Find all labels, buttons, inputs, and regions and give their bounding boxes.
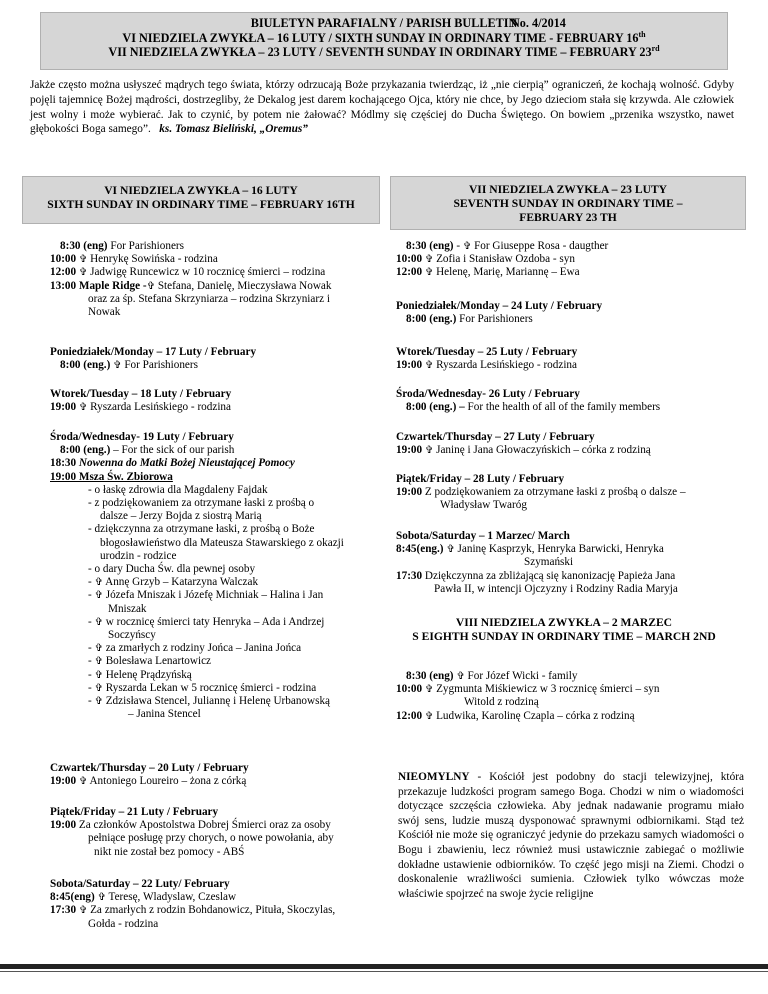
mass-entry: 8:00 (eng.) For Parishioners	[406, 313, 533, 326]
intention-item: - o łaskę zdrowia dla Magdaleny Fajdak	[88, 483, 268, 496]
cross-icon: ✞	[424, 710, 434, 722]
day-heading: Poniedziałek/Monday – 17 Luty / February	[50, 346, 257, 358]
intention-item: - ✞ Zdzisława Stencel, Juliannę i Helenę Urbanowską	[88, 695, 331, 708]
intention-item: - ✞ za zmarłych z rodziny Jońca – Janina Jońca	[88, 642, 302, 655]
intention-item: - ✞ w rocznicę śmierci taty Henryka – Ada i Andrzej	[88, 615, 325, 628]
mass-entry: 8:00 (eng.) ✞ For Parishioners	[60, 359, 198, 372]
header-line-1	[41, 16, 727, 31]
cross-icon: ✞	[424, 267, 434, 279]
cross-icon: ✞	[424, 684, 434, 696]
mass-entry: 8:30 (eng) ✞ For Józef Wicki - family	[406, 670, 578, 682]
mass-entry-cont: Władysław Twaróg	[440, 499, 527, 512]
intention-item: urodzin - rodzice	[100, 549, 177, 562]
mass-entry: 18:30 Nowenna do Matki Bożej Nieustającej Pomocy	[50, 457, 295, 470]
day-heading: Piątek/Friday – 28 Luty / February	[396, 473, 565, 485]
day-heading: Czwartek/Thursday – 20 Luty / February	[50, 762, 249, 774]
left-monday	[50, 346, 380, 372]
mass-entry-cont: pełniące posługę przy chorych, o nowe powołania, aby	[88, 832, 334, 845]
intro-paragraph	[30, 78, 734, 137]
intro-signature: ks. Tomasz Bieliński, „Oremus”	[159, 123, 308, 136]
cross-icon: ✞	[446, 544, 455, 556]
mass-entry-cont: nikt nie został bez pomocy - ABŚ	[94, 845, 245, 858]
day-heading: Czwartek/Thursday – 27 Luty / February	[396, 431, 595, 443]
right-monday	[396, 300, 746, 326]
right-saturday	[396, 530, 746, 596]
left-thursday	[50, 762, 380, 788]
mass-entry: 19:00 Za członków Apostolstwa Dobrej Śmierci oraz za osoby	[50, 819, 331, 832]
mass-entry-cont: oraz za śp. Stefana Skrzyniarza – rodzina Skrzyniarz i	[88, 292, 330, 305]
cross-icon: ✞	[94, 696, 103, 708]
mass-entry: 19:00 ✞ Ryszarda Lesińskiego - rodzina	[50, 401, 231, 414]
collective-mass-heading: 19:00 Msza Św. Zbiorowa	[50, 470, 173, 483]
bottom-rule	[0, 964, 768, 969]
mass-entry: 12:00 ✞ Jadwigę Runcewicz w 10 rocznicę śmierci – rodzina	[50, 266, 326, 279]
essay-paragraph	[398, 770, 744, 901]
mass-entry: 8:30 (eng) - ✞ For Giuseppe Rosa - daugther	[406, 240, 609, 252]
essay-title: NIEOMYLNY	[398, 771, 470, 783]
mass-entry: 17:30 ✞ Za zmarłych z rodzin Bohdanowicz, Pituła, Skoczylas,	[50, 904, 336, 917]
mass-entry-cont: Nowak	[88, 306, 121, 319]
mass-entry: 13:00 Maple Ridge -✞ Stefana, Danielę, Mieczysława Nowak	[50, 279, 332, 292]
cross-icon: ✞	[94, 669, 103, 681]
header-line-2: VI NIEDZIELA ZWYKŁA – 16 LUTY / SIXTH SUNDAY IN ORDINARY TIME - FEBRUARY 16th	[122, 29, 646, 45]
intention-item: błogosławieństwo dla Mateusza Stawarskiego z okazji	[100, 536, 344, 549]
day-heading: Poniedziałek/Monday – 24 Luty / February	[396, 300, 603, 312]
mass-entry: 8:45(eng.) ✞ Janinę Kasprzyk, Henryka Barwicki, Henryka	[396, 543, 664, 556]
day-heading: Sobota/Saturday – 22 Luty/ February	[50, 878, 230, 890]
cross-icon: ✞	[78, 254, 88, 266]
cross-icon: ✞	[78, 905, 88, 917]
left-saturday	[50, 878, 380, 931]
cross-icon: ✞	[113, 360, 122, 372]
intention-item-cont: – Janina Stencel	[128, 708, 201, 721]
right-column-heading: VII NIEDZIELA ZWYKŁA – 23 LUTY SEVENTH SUNDAY IN ORDINARY TIME – FEBRUARY 23 TH	[390, 176, 746, 230]
mass-entry: 19:00 Z podziękowaniem za otrzymane łaski z prośbą o dalsze –	[396, 486, 686, 499]
cross-icon: ✞	[424, 445, 434, 457]
intention-item: - ✞ Annę Grzyb – Katarzyna Walczak	[88, 576, 259, 589]
mass-entry: 19:00 ✞ Ryszarda Lesińskiego - rodzina	[396, 359, 577, 372]
mass-entry: 17:30 Dziękczynna za zbliżającą się kanonizację Papieża Jana	[396, 569, 676, 582]
mass-entry: 12:00 ✞ Ludwika, Karolinę Czapla – córka z rodziną	[396, 709, 635, 722]
cross-icon: ✞	[424, 360, 434, 372]
intention-item: - ✞ Bolesława Lenartowicz	[88, 655, 212, 668]
cross-icon: ✞	[424, 254, 434, 266]
cross-icon: ✞	[94, 643, 103, 655]
cross-icon: ✞	[146, 280, 156, 292]
cross-icon: ✞	[456, 671, 465, 682]
intention-item: - ✞ Ryszarda Lekan w 5 rocznicę śmierci - rodzina	[88, 681, 317, 694]
mass-entry: 8:30 (eng) For Parishioners	[60, 240, 184, 252]
left-tuesday	[50, 388, 380, 414]
left-sunday-masses	[50, 240, 380, 319]
right-friday	[396, 473, 746, 513]
intention-item-cont: Mniszak	[108, 602, 147, 615]
intro-text: Jakże często można usłyszeć mądrych tego świata, którzy odrzucają Boże przykazania twierdząc, iż „nie cierpią” ograniczeń, że kochają wolność. Gdyby pojęli tajemnicę Bożej mądrości, dostrzegliby, że Dekalog jest darem kochającego Ojca, który nie chce, by Jego dzieciom stała się krzywda. Ale człowiek jest wolny i może wybierać. Jak to czynić, by potem nie żałować? Módlmy się częściej do Ducha Świętego. On bowiem „przenika wszystko, nawet głębokości Boga samego”.	[30, 79, 734, 136]
essay-text: - Kościół jest podobny do stacji telewizyjnej, która przekazuje ludzkości program samego Boga. Chodzi w nim o wiadomości dotyczące szczęścia człowieka. Aby jednak nadawanie programu miało swój sens, ludzie muszą dysponować sprawnymi odbiornikami. Stąd też Kościół nie może się ograniczyć jedynie do przekazu samych wiadomości o Bogu i zbawieniu, lecz również musi ustawicznie zabiegać o możliwie dokładne ustawienie odbiorników. To część jego misji na Ziemi. Chodzi o doskonalenie wrażliwości sumienia. Człowiek tylko wówczas może właściwie spojrzeć na swoje życie religijne	[398, 771, 744, 900]
cross-icon: ✞	[462, 241, 472, 252]
day-heading: Środa/Wednesday- 26 Luty / February	[396, 388, 580, 400]
mass-entry: 10:00 ✞ Henrykę Sowińska - rodzina	[50, 253, 218, 266]
intention-item: dalsze – Jerzy Bojda z siostrą Marią	[100, 510, 262, 523]
left-wednesday	[50, 431, 380, 721]
mass-entry: 8:45(eng) ✞ Teresę, Wladyslaw, Czeslaw	[50, 891, 237, 904]
cross-icon: ✞	[94, 577, 103, 589]
mass-entry: 19:00 ✞ Antoniego Loureiro – żona z córką	[50, 775, 247, 788]
cross-icon: ✞	[94, 616, 103, 628]
bulletin-title: BIULETYN PARAFIALNY / PARISH BULLETIN	[250, 16, 518, 30]
cross-icon: ✞	[78, 402, 88, 414]
mass-entry: 8:00 (eng.) – For the sick of our parish	[60, 444, 235, 457]
issue-number: No. 4/2014	[511, 16, 566, 30]
right-thursday	[396, 431, 746, 457]
day-heading: Sobota/Saturday – 1 Marzec/ March	[396, 530, 570, 542]
day-heading: Piątek/Friday – 21 Luty / February	[50, 806, 219, 818]
mass-entry: 10:00 ✞ Zofia i Stanisław Ozdoba - syn	[396, 253, 575, 266]
mass-entry: 12:00 ✞ Helenę, Marię, Mariannę – Ewa	[396, 266, 580, 279]
mass-entry: 10:00 ✞ Zygmunta Miśkiewicz w 3 rocznicę śmierci – syn	[396, 683, 660, 696]
left-friday	[50, 806, 380, 859]
cross-icon: ✞	[78, 267, 88, 279]
bottom-rule-thin	[0, 971, 768, 972]
cross-icon: ✞	[94, 656, 103, 668]
cross-icon: ✞	[94, 682, 103, 694]
day-heading: Wtorek/Tuesday – 18 Luty / February	[50, 388, 232, 400]
right-sunday-masses	[396, 240, 746, 280]
left-column-heading: VI NIEDZIELA ZWYKŁA – 16 LUTY SIXTH SUNDAY IN ORDINARY TIME – FEBRUARY 16TH	[22, 176, 380, 224]
right-eighth-sunday-masses	[396, 670, 746, 723]
eighth-sunday-heading: VIII NIEDZIELA ZWYKŁA – 2 MARZEC S EIGHTH SUNDAY IN ORDINARY TIME – MARCH 2ND	[412, 616, 716, 643]
right-tuesday	[396, 346, 746, 372]
mass-entry-cont: Szymański	[524, 556, 574, 569]
mass-entry-cont: Gołda - rodzina	[88, 917, 159, 930]
header-line-3: VII NIEDZIELA ZWYKŁA – 23 LUTY / SEVENTH SUNDAY IN ORDINARY TIME – FEBRUARY 23rd	[108, 43, 660, 59]
day-heading: Wtorek/Tuesday – 25 Luty / February	[396, 346, 578, 358]
mass-entry-cont: Pawła II, w intencji Ojczyzny i Rodziny Radia Maryja	[434, 582, 678, 595]
cross-icon: ✞	[97, 892, 106, 904]
intention-item: - ✞ Helenę Prądzyńską	[88, 668, 192, 681]
mass-entry: 19:00 ✞ Janinę i Jana Głowaczyńskich – córka z rodziną	[396, 444, 651, 457]
mass-entry: 8:00 (eng.) – For the health of all of the family members	[406, 401, 661, 414]
intention-item: - dziękczynna za otrzymane łaski, z prośbą o Boże	[88, 523, 315, 536]
intention-item: - ✞ Józefa Mniszak i Józefę Michniak – Halina i Jan	[88, 589, 324, 602]
cross-icon: ✞	[78, 776, 88, 788]
bulletin-header	[40, 12, 728, 70]
day-heading: Środa/Wednesday- 19 Luty / February	[50, 431, 234, 443]
intention-item: - o dary Ducha Św. dla pewnej osoby	[88, 563, 256, 576]
right-wednesday	[396, 388, 746, 414]
mass-entry-cont: Witold z rodziną	[464, 696, 539, 709]
cross-icon: ✞	[94, 590, 103, 602]
intention-item-cont: Soczyńscy	[108, 629, 156, 642]
intention-item: - z podziękowaniem za otrzymane łaski z prośbą o	[88, 497, 315, 510]
